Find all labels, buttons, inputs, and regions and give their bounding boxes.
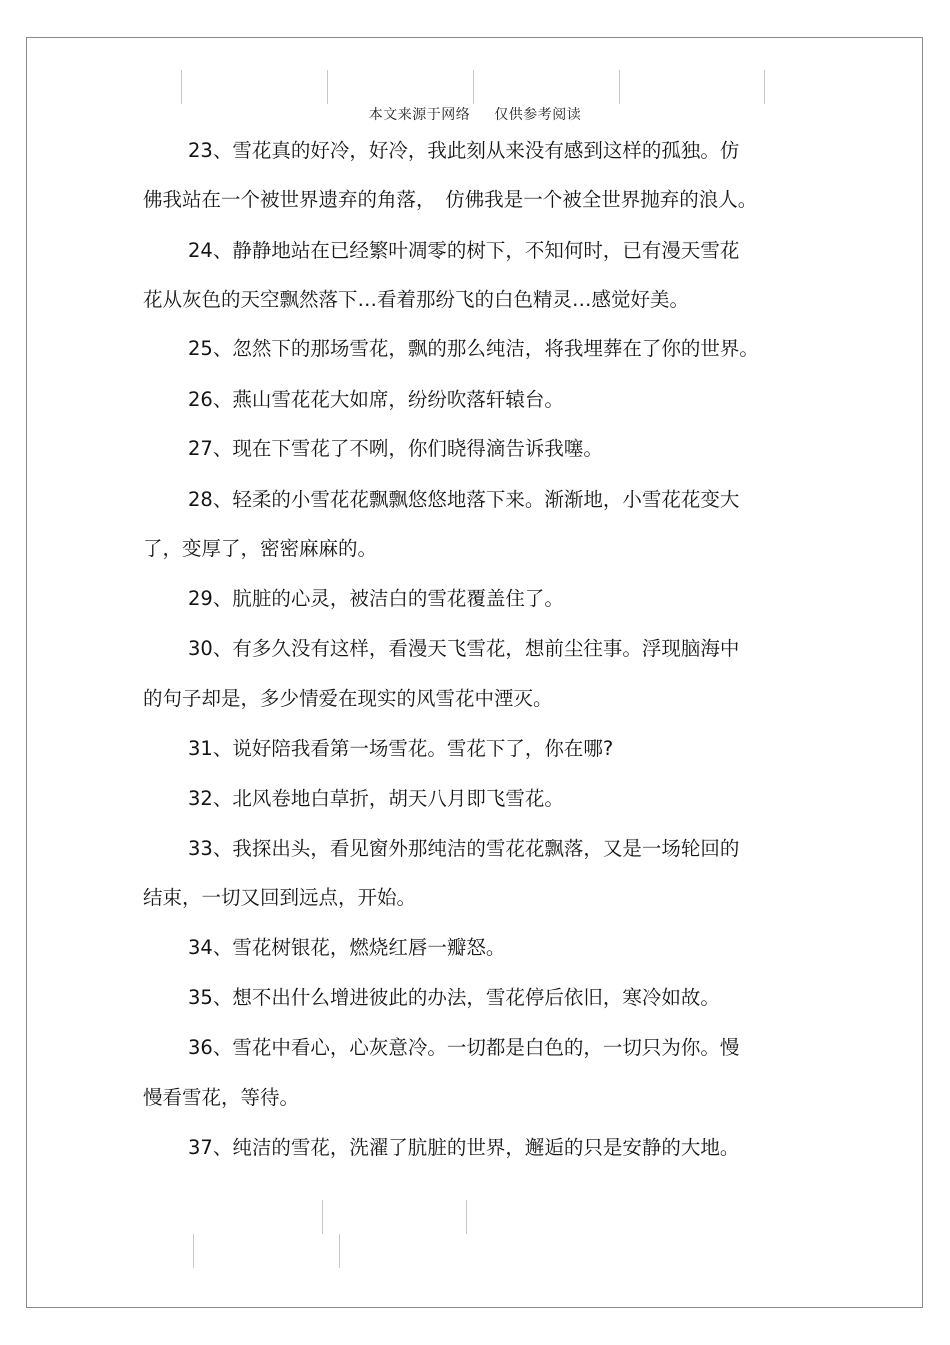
paragraph-36-line-1: 36、雪花中看心，心灰意冷。一切都是白色的，一切只为你。慢 xyxy=(188,1036,740,1059)
paragraph-29-line-1: 29、肮脏的心灵，被洁白的雪花覆盖住了。 xyxy=(188,587,564,610)
paragraph-24-line-1: 24、静静地站在已经繁叶凋零的树下，不知何时，已有漫天雪花 xyxy=(188,239,740,262)
paragraph-32-line-1: 32、北风卷地白草折，胡天八月即飞雪花。 xyxy=(188,787,564,810)
paragraph-37-line-1: 37、纯洁的雪花，洗濯了肮脏的世界，邂逅的只是安静的大地。 xyxy=(188,1136,740,1159)
paragraph-23-line-2: 佛我站在一个被世界遗弃的角落， 仿佛我是一个被全世界抛弃的浪人。 xyxy=(143,188,758,211)
footer-rule-mark xyxy=(322,1200,323,1234)
header-rule-mark xyxy=(764,70,765,104)
paragraph-25-line-1: 25、忽然下的那场雪花，飘的那么纯洁，将我埋葬在了你的世界。 xyxy=(188,337,759,360)
paragraph-36-line-2: 慢看雪花，等待。 xyxy=(143,1086,300,1109)
paragraph-27-line-1: 27、现在下雪花了不咧，你们晓得滴告诉我噻。 xyxy=(188,437,603,460)
paragraph-24-line-2: 花从灰色的天空飘然落下…看着那纷飞的白色精灵…感觉好美。 xyxy=(143,288,690,311)
header-rule-mark xyxy=(327,70,328,104)
page-frame xyxy=(26,37,923,1308)
header-rule-mark xyxy=(619,70,620,104)
footer-rule-mark xyxy=(193,1234,194,1268)
paragraph-30-line-2: 的句子却是，多少情爱在现实的风雪花中湮灭。 xyxy=(143,687,553,710)
paragraph-30-line-1: 30、有多久没有这样，看漫天飞雪花，想前尘往事。浮现脑海中 xyxy=(188,637,740,660)
footer-rule-mark xyxy=(339,1234,340,1268)
paragraph-33-line-2: 结束，一切又回到远点，开始。 xyxy=(143,886,417,909)
footer-rule-mark xyxy=(466,1200,467,1234)
header-rule-mark xyxy=(473,70,474,104)
paragraph-34-line-1: 34、雪花树银花，燃烧红唇一瓣怒。 xyxy=(188,936,506,959)
paragraph-31-line-1: 31、说好陪我看第一场雪花。雪花下了，你在哪? xyxy=(188,737,614,760)
paragraph-28-line-1: 28、轻柔的小雪花花飘飘悠悠地落下来。渐渐地，小雪花花变大 xyxy=(188,488,740,511)
header-note xyxy=(0,104,950,124)
paragraph-23-line-1: 23、雪花真的好冷，好冷，我此刻从来没有感到这样的孤独。仿 xyxy=(188,139,740,162)
header-rule-mark xyxy=(181,70,182,104)
source-note: 本文来源于网络 xyxy=(368,107,471,123)
paragraph-28-line-2: 了，变厚了，密密麻麻的。 xyxy=(143,537,378,560)
paragraph-26-line-1: 26、燕山雪花花大如席，纷纷吹落轩辕台。 xyxy=(188,388,564,411)
paragraph-35-line-1: 35、想不出什么增进彼此的办法，雪花停后依旧，寒冷如故。 xyxy=(188,986,720,1009)
reference-note: 仅供参考阅读 xyxy=(494,107,582,123)
paragraph-33-line-1: 33、我探出头，看见窗外那纯洁的雪花花飘落，又是一场轮回的 xyxy=(188,837,740,860)
